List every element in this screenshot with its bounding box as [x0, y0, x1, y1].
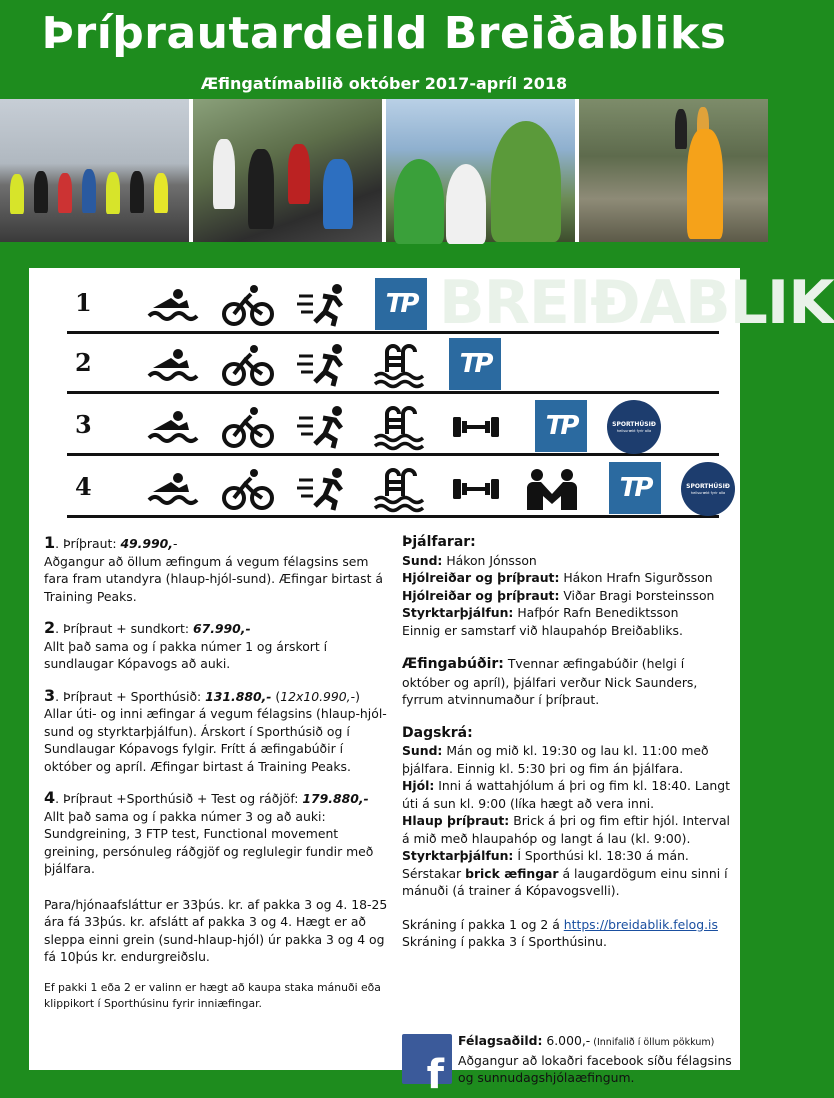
coach-item — [402, 604, 732, 622]
photo-cyclist-selfie — [386, 99, 575, 242]
sporthusid-logo-text: SPORTHÚSIÐ — [612, 421, 656, 428]
sporthusid-logo-text: SPORTHÚSIÐ — [686, 483, 730, 490]
package-number: 2 — [75, 348, 92, 377]
package-number: 1 — [44, 533, 56, 552]
brick-note — [402, 865, 732, 900]
package-4 — [44, 789, 394, 878]
package-number: 3 — [44, 685, 56, 705]
membership-label: Félagsaðild: — [458, 1033, 543, 1048]
package-2 — [44, 619, 394, 673]
package-number: 3 — [75, 410, 92, 439]
package-description: Allt það sama og í pakka númer 3 og að auki: Sundgreining, 3 FTP test, Functional movement greining, persónuleg ráðgjöf og reglulegir fundir með þjálfara. — [44, 808, 374, 876]
package-row-1 — [67, 274, 719, 334]
coach-role: Hjólreiðar og þríþraut: — [402, 587, 560, 603]
pool-icon — [373, 340, 427, 390]
package-installments: 12x10.990, — [280, 688, 351, 704]
facebook-icon[interactable]: f — [402, 1034, 452, 1084]
brick-post: á laugardögum einu sinni í mánuði (á trainer á Kópavogsvelli). — [402, 865, 728, 898]
pool-icon — [373, 402, 427, 452]
schedule-value: Brick á þri og fim eftir hjól. Interval á mið með hlaupahóp og langt á lau (kl. 9:00). — [402, 813, 730, 846]
swim-icon — [145, 402, 199, 452]
package-description: Allt það sama og í pakka númer 1 og árskort í sundlaugar Kópavogs að auki. — [44, 638, 328, 671]
run-icon — [297, 464, 351, 514]
coach-name: Hákon Jónsson — [442, 552, 537, 568]
brick-bold: brick æfingar — [465, 865, 559, 881]
camps-text: Tvennar æfingabúðir (helgi í október og apríl), þjálfari verður Nick Saunders, fyrrum atvinnumaður í þríþraut. — [402, 656, 698, 707]
info-column — [402, 534, 732, 1098]
schedule-label: Sund: — [402, 743, 443, 758]
discount-note: Para/hjónaafsláttur er 33þús. kr. af pakka 3 og 4. 18-25 ára fá 33þús. kr. afslátt af pakka 3 og 4. Hægt er að sleppa einni grein (sund-hlaup-hjól) úr pakka 3 og 4 og fá 10þús kr. endurgreiðslu. — [44, 896, 388, 964]
package-number: 1 — [75, 288, 92, 317]
trainingpeaks-logo: TP — [535, 400, 587, 452]
package-number: 2 — [44, 618, 56, 637]
package-price: 131.880,- — [205, 688, 272, 704]
coach-role: Sund: — [402, 552, 443, 568]
package-number: 4 — [44, 788, 56, 807]
swim-icon — [145, 464, 199, 514]
sporthusid-logo-tagline: heilsurækt fyrir alla — [690, 491, 726, 495]
page-title: Þríþrautardeild Breiðabliks — [41, 8, 727, 59]
run-icon — [297, 402, 351, 452]
schedule-value: Inni á wattahjólum á þri og fim kl. 18:40. Langt úti á sun kl. 9:00 (líka hægt að vera inni. — [402, 778, 730, 811]
swim-icon — [145, 340, 199, 390]
package-price: 67.990,- — [192, 621, 251, 636]
bike-icon — [221, 280, 275, 330]
coach-role: Styrktarþjálfun: — [402, 605, 514, 620]
membership-note: (Innifalið í öllum pökkum) — [590, 1037, 715, 1048]
small-note: Ef pakki 1 eða 2 er valinn er hægt að kaupa staka mánuði eða klippikort í Sporthúsinu fyrir inniæfingar. — [44, 980, 381, 1010]
coaches-heading: Þjálfarar: — [402, 534, 476, 550]
coach-item — [402, 552, 732, 570]
coach-item — [402, 587, 732, 605]
package-price: 49.990, — [120, 536, 173, 551]
breidablik-watermark: BREIÐABLIK — [439, 268, 834, 338]
schedule-label: Hlaup þríþraut: — [402, 813, 510, 828]
page-subtitle: Æfingatímabilið október 2017-apríl 2018 — [200, 74, 568, 93]
package-name: . Þríþraut: — [55, 536, 121, 551]
bike-icon — [221, 464, 275, 514]
coach-name: Hákon Hrafn Sigurðsson — [559, 570, 713, 585]
package-3 — [44, 687, 394, 776]
camps-heading: Æfingabúðir: — [402, 656, 504, 672]
photo-cyclists-group — [0, 99, 189, 242]
sporthusid-logo — [681, 462, 735, 516]
registration-section — [402, 916, 732, 951]
sporthusid-logo — [607, 400, 661, 454]
schedule-section — [402, 725, 732, 900]
packages-column — [44, 534, 394, 1012]
trainingpeaks-logo: TP — [609, 462, 661, 514]
swim-icon — [145, 280, 199, 330]
bike-icon — [221, 402, 275, 452]
package-number: 4 — [75, 472, 92, 501]
package-name: . Þríþraut +Sporthúsið + Test og ráðjöf: — [55, 791, 303, 806]
package-name: . Þríþraut + sundkort: — [55, 621, 193, 636]
camps-section — [402, 655, 732, 709]
schedule-value: Í Sporthúsi kl. 18:30 á mán. — [513, 848, 689, 863]
package-row-3 — [67, 396, 719, 456]
registration-text: Skráning í pakka 1 og 2 á — [402, 916, 564, 932]
registration-link[interactable]: https://breidablik.felog.is — [563, 916, 718, 932]
membership-info — [458, 1032, 738, 1087]
pool-icon — [373, 464, 427, 514]
brick-pre: Sérstakar — [402, 865, 466, 881]
schedule-heading: Dagskrá: — [402, 724, 473, 741]
coaches-section — [402, 534, 732, 639]
photo-trail-running — [579, 99, 768, 242]
package-description: Allar úti- og inni æfingar á vegum félagsins (hlaup-hjól-sund og styrktarþjálfun). Árskort í Sporthúsið og í Sundlaugar Kópavogs fylgir. Frítt á æfingabúðir í október og apríl. Æfingar birtast á Training Peaks. — [44, 706, 387, 774]
schedule-item — [402, 742, 732, 777]
membership-price: 6.000,- — [542, 1033, 591, 1048]
coach-role: Hjólreiðar og þríþraut: — [402, 570, 560, 585]
schedule-label: Hjól: — [402, 778, 435, 793]
package-installments-suffix: -) — [350, 688, 360, 704]
schedule-value: Mán og mið kl. 19:30 og lau kl. 11:00 með þjálfara. Einnig kl. 5:30 þri og fim án þjálfara. — [402, 743, 709, 776]
content-sheet — [29, 268, 834, 1098]
package-price: 179.880,- — [302, 791, 369, 806]
schedule-item — [402, 777, 732, 812]
consultation-icon — [525, 464, 579, 514]
dumbbell-icon — [449, 464, 503, 514]
package-1 — [44, 534, 394, 605]
membership-description: Aðgangur að lokaðri facebook síðu félagsins og sunnudagshjólaæfingum. — [458, 1052, 732, 1085]
coaches-note: Einnig er samstarf við hlaupahóp Breiðabliks. — [402, 622, 683, 638]
package-description: Aðgangur að öllum æfingum á vegum félagsins sem fara fram utandyra (hlaup-hjól-sund). Æfingar birtast á Training Peaks. — [44, 553, 383, 604]
run-icon — [297, 280, 351, 330]
trainingpeaks-logo: TP — [449, 338, 501, 390]
coach-name: Viðar Bragi Þorsteinsson — [559, 587, 715, 603]
trainingpeaks-logo: TP — [375, 278, 427, 330]
schedule-item — [402, 812, 732, 847]
dumbbell-icon — [449, 402, 503, 452]
registration-text-2: Skráning í pakka 3 í Sporthúsinu. — [402, 934, 607, 949]
coach-name: Hafþór Rafn Benediktsson — [513, 605, 679, 620]
sporthusid-logo-tagline: heilsurækt fyrir alla — [616, 429, 652, 433]
photo-strip — [0, 99, 768, 242]
package-row-4 — [67, 458, 730, 518]
bike-icon — [221, 340, 275, 390]
package-row-2 — [67, 334, 719, 394]
run-icon — [297, 340, 351, 390]
package-price-suffix: - — [172, 536, 178, 551]
coach-item — [402, 569, 732, 587]
schedule-label: Styrktarþjálfun: — [402, 848, 514, 863]
photo-group-dinner — [193, 99, 382, 242]
package-price-suffix: ( — [271, 688, 281, 704]
schedule-item — [402, 847, 732, 865]
package-name: . Þríþraut + Sporthúsið: — [55, 688, 206, 704]
